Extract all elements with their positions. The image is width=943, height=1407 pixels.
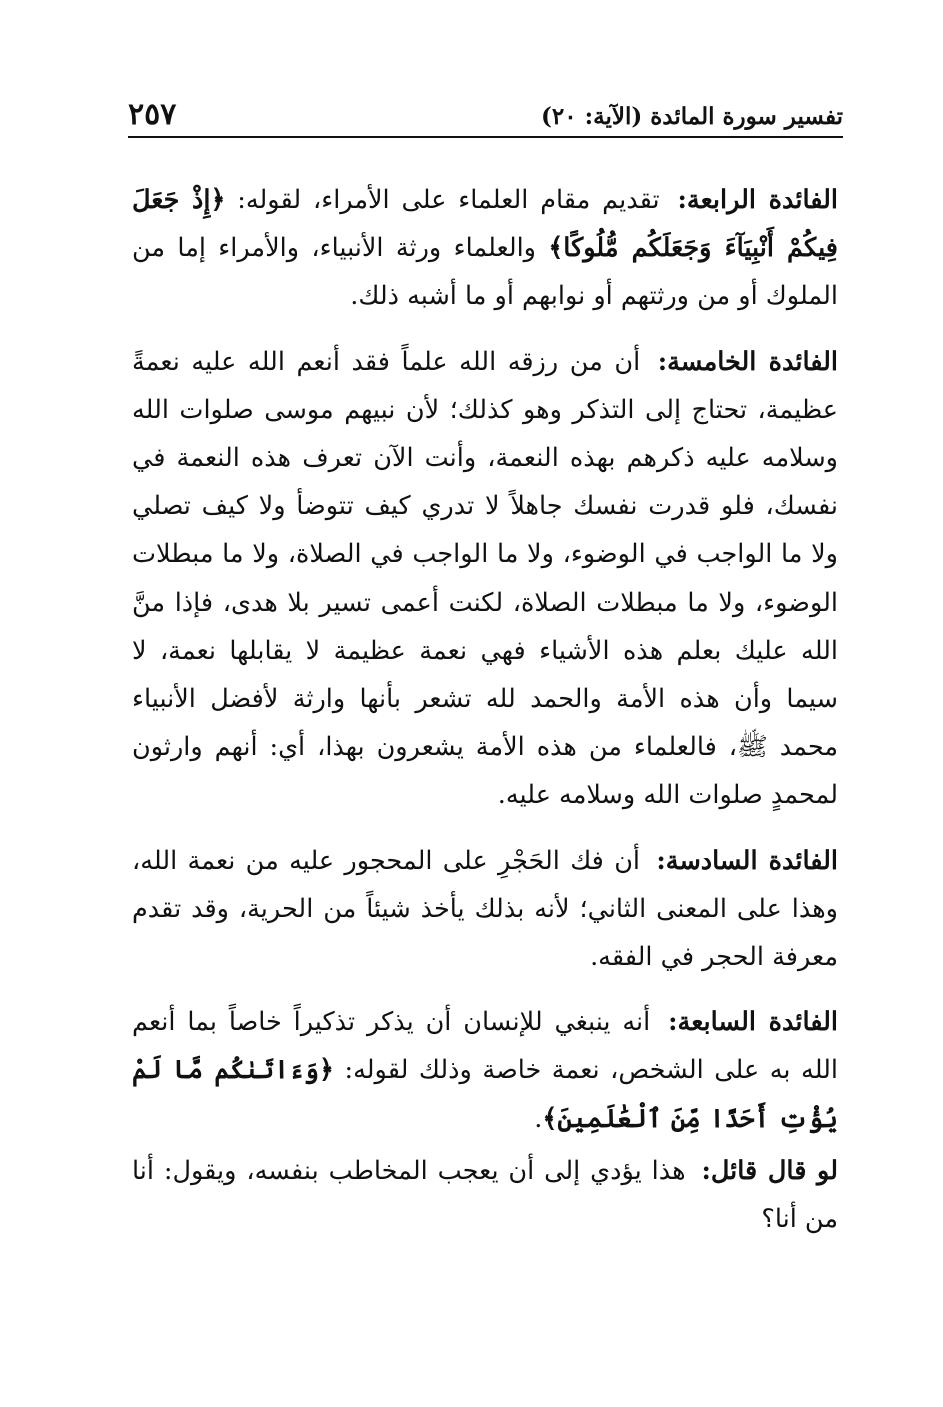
paragraph-text: أن فك الحَجْرِ على المحجور عليه من نعمة الله، وهذا على المعنى الثاني؛ لأنه بذلك يأخذ شيئاً من الحرية، وقد تقدم معرفة الحجر في الفقه. (132, 845, 838, 973)
quran-verse: ﴿وَءَاتَىٰكُم مَّا لَمْ يُؤْتِ أَحَدًا مِّنَ ٱلْعَٰلَمِينَ﴾ (132, 1055, 838, 1134)
running-title: تفسير سورة المائدة (الآية: ٢٠) (541, 103, 843, 130)
paragraph-text: أنه ينبغي للإنسان أن يذكر تذكيراً خاصاً بما أنعم الله به على الشخص، نعمة خاصة وذلك لقوله: (132, 1007, 838, 1086)
quran-verse: ﴿إِذْ جَعَلَ فِيكُمْ أَنْبِيَآءَ وَجَعَلَكُم مُّلُوكًا﴾ (132, 185, 838, 264)
paragraph-benefit-6 (132, 837, 838, 982)
body-text (132, 176, 838, 1260)
running-header (128, 92, 843, 138)
paragraph-benefit-7 (132, 998, 838, 1143)
page-number: ٢٥٧ (128, 97, 177, 132)
paragraph-benefit-4 (132, 176, 838, 321)
paragraph-benefit-5 (132, 338, 838, 820)
paragraph-heading: الفائدة السادسة: (656, 845, 839, 876)
paragraph-objection (132, 1147, 838, 1243)
paragraph-heading: الفائدة الرابعة: (677, 185, 838, 215)
paragraph-heading: لو قال قائل: (701, 1155, 838, 1186)
paragraph-text: تقديم مقام العلماء على الأمراء، لقوله: (237, 185, 660, 215)
paragraph-text: والعلماء ورثة الأنبياء، والأمراء إما من الملوك أو من ورثتهم أو نوابهم أو ما أشبه ذلك. (132, 233, 838, 312)
paragraph-heading: الفائدة السابعة: (668, 1007, 839, 1038)
paragraph-heading: الفائدة الخامسة: (657, 346, 838, 377)
paragraph-text: أن من رزقه الله علماً فقد أنعم الله عليه نعمةً عظيمة، تحتاج إلى التذكر وهو كذلك؛ لأن نبيهم موسى صلوات الله وسلامه عليه ذكرهم بهذه النعمة، وأنت الآن تعرف هذه النعمة في نفسك، فلو قدرت نفسك جاهلاً لا تدري كيف تتوضأ ولا كيف تصلي ولا ما الواجب في الوضوء، ولا ما الواجب في الصلاة، ولا ما مبطلات الوضوء، ولا ما مبطلات الصلاة، لكنت أعمى تسير بلا هدى، فإذا منَّ الله عليك بعلم هذه الأشياء فهي نعمة عظيمة لا يقابلها نعمة، لا سيما وأن هذه الأمة والحمد لله تشعر بأنها وارثة لأفضل الأنبياء محمد ﷺ، فالعلماء من هذه الأمة يشعرون بهذا، أي: أنهم وارثون لمحمدٍ صلوات الله وسلامه عليه. (132, 346, 838, 811)
paragraph-text: . (534, 1103, 543, 1134)
paragraph-text: هذا يؤدي إلى أن يعجب المخاطب بنفسه، ويقول: أنا من أنا؟ (132, 1155, 838, 1235)
